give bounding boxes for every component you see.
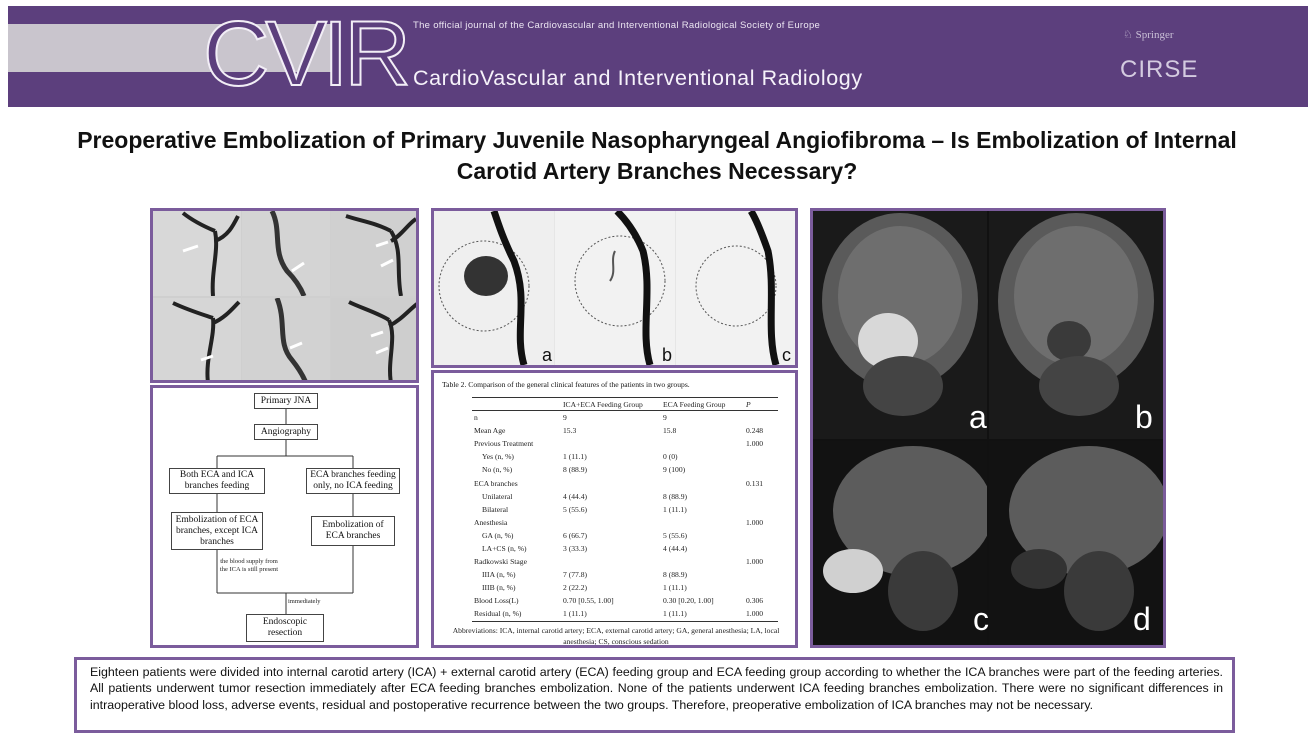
table-cell	[661, 476, 744, 489]
table-cell: 1.000	[746, 439, 764, 449]
table-cell: ECA branches	[474, 478, 518, 488]
angio-image	[153, 211, 241, 296]
table-cell	[561, 555, 661, 568]
flow-both-eca-ica: Both ECA and ICA branches feeding	[169, 468, 265, 494]
table-cell	[744, 411, 778, 425]
table-cell: 15.8	[663, 426, 677, 436]
table-cell: 1 (11.1)	[561, 607, 661, 621]
table-cell: IIIA (n, %)	[482, 570, 516, 580]
table-cell: Previous Treatment	[474, 439, 534, 449]
table-row	[472, 503, 778, 516]
table-row	[472, 542, 778, 555]
table-cell: 1 (11.1)	[663, 504, 687, 514]
angiography-abc-panel	[431, 208, 798, 368]
table-cell: 0.306	[746, 596, 764, 606]
flow-eca-only: ECA branches feeding only, no ICA feeding	[306, 468, 400, 494]
table-cell: 2 (22.2)	[563, 583, 588, 593]
flow-note-blood-supply: the blood supply from the ICA is still present	[219, 558, 279, 573]
table-caption: Table 2. Comparison of the general clinical features of the patients in two groups.	[442, 380, 690, 389]
table-cell	[661, 437, 744, 450]
table-cell: 4 (44.4)	[663, 543, 688, 553]
table-cell: GA (n, %)	[482, 530, 514, 540]
table-cell: 1 (11.1)	[661, 607, 744, 621]
table-cell: 1.000	[746, 557, 764, 567]
mri-image-c	[813, 441, 987, 645]
table-cell: 0.131	[746, 478, 764, 488]
table-header-cell: ICA+ECA Feeding Group	[561, 398, 661, 411]
table-cell	[744, 463, 778, 476]
table-row	[472, 555, 778, 568]
table-row	[472, 594, 778, 607]
flowchart-panel	[150, 385, 419, 648]
mri-image-a	[813, 211, 987, 439]
mri-label-a: a	[969, 399, 987, 435]
springer-label: Springer	[1135, 29, 1174, 41]
table-cell: 8 (88.9)	[563, 465, 588, 475]
table-cell: 7 (77.8)	[563, 570, 588, 580]
table-cell: 0.248	[746, 426, 764, 436]
mri-label-d: d	[1133, 601, 1151, 637]
table-cell: 6 (66.7)	[563, 530, 588, 540]
table-cell: 1 (11.1)	[663, 583, 687, 593]
journal-header	[8, 6, 1308, 107]
table-row	[472, 529, 778, 542]
paper-title: Preoperative Embolization of Primary Juvenile Nasopharyngeal Angiofibroma – Is Embolization of Internal Carotid Artery Branches Necessary?	[77, 127, 1237, 184]
table-cell: 1.000	[744, 607, 778, 621]
table-cell	[744, 581, 778, 594]
table-cell: 9	[663, 413, 667, 423]
figure-label-c: c	[782, 345, 791, 365]
journal-tagline: The official journal of the Cardiovascular and Interventional Radiological Society of Europe	[413, 20, 821, 31]
table-cell: 9 (100)	[663, 465, 686, 475]
table-cell: 3 (33.3)	[563, 543, 588, 553]
table-row	[472, 450, 778, 463]
table-cell: Anesthesia	[474, 517, 508, 527]
table-row	[472, 476, 778, 489]
angio-image-c	[676, 211, 796, 365]
table-cell	[744, 529, 778, 542]
angiography-grid-panel	[150, 208, 419, 383]
table-cell: Blood Loss(L)	[474, 596, 519, 606]
table-cell	[744, 568, 778, 581]
flow-endoscopic-resection: Endoscopic resection	[246, 614, 324, 642]
mri-label-b: b	[1135, 399, 1153, 435]
table-header-cell: ECA Feeding Group	[661, 398, 744, 411]
table-row	[472, 463, 778, 476]
figure-label-b: b	[662, 345, 673, 365]
table-cell: 4 (44.4)	[563, 491, 588, 501]
table-cell	[561, 476, 661, 489]
comparison-table	[472, 397, 778, 622]
flow-embo-eca: Embolization of ECA branches	[311, 516, 395, 546]
table-row	[472, 490, 778, 503]
table-cell: 0.70 [0.55, 1.00]	[563, 596, 614, 606]
journal-name: CardioVascular and Interventional Radiology	[413, 66, 863, 90]
table-row	[472, 424, 778, 437]
table-footnote: Abbreviations: ICA, internal carotid artery; ECA, external carotid artery; GA, general anesthesia; LA, local anesthesia; CS, conscious sedation	[452, 626, 780, 646]
table-cell: 8 (88.9)	[663, 570, 688, 580]
table-row	[472, 437, 778, 450]
table-cell: 5 (55.6)	[563, 504, 588, 514]
table-cell	[661, 555, 744, 568]
cirse-logo: CIRSE	[1120, 56, 1199, 83]
table-cell	[661, 516, 744, 529]
table-cell	[561, 516, 661, 529]
angio-image-b	[555, 211, 675, 365]
flow-angiography: Angiography	[254, 424, 318, 440]
springer-logo	[1123, 28, 1174, 41]
table-panel	[431, 370, 798, 648]
table-cell: n	[474, 413, 478, 423]
table-cell: Unilateral	[482, 491, 513, 501]
figure-label-a: a	[542, 345, 553, 365]
angio-image	[242, 298, 330, 383]
table-cell: 0 (0)	[663, 452, 678, 462]
table-cell: 0.30 [0.20, 1.00]	[663, 596, 714, 606]
table-cell: IIIB (n, %)	[482, 583, 516, 593]
table-header-cell: P	[744, 398, 778, 411]
table-cell: No (n, %)	[482, 465, 513, 475]
abstract-text: Eighteen patients were divided into internal carotid artery (ICA) + external carotid artery (ECA) feeding group and ECA feeding group according to whether the ICA branches were part of the feeding arteries. All patients underwent tumor resection immediately after ECA feeding branches embolization. None of the patients underwent ICA feeding branches embolization. There were no significant differences in intraoperative blood loss, adverse events, residual and postoperative recurrence between the two groups. Therefore, preoperative embolization of ICA branches may not be necessary.	[90, 665, 1223, 712]
flow-note-immediately: immediately	[288, 598, 321, 605]
springer-horse-icon: ♘	[1123, 29, 1133, 41]
table-cell: LA+CS (n, %)	[482, 543, 527, 553]
table-header-cell	[472, 398, 561, 411]
table-row	[472, 516, 778, 529]
table-cell: Residual (n, %)	[472, 607, 561, 621]
mri-label-c: c	[973, 601, 989, 637]
table-cell: 15.3	[563, 426, 577, 436]
flow-primary-jna: Primary JNA	[254, 393, 318, 409]
table-row	[472, 581, 778, 594]
table-row	[472, 411, 778, 425]
flow-embo-except-ica: Embolization of ECA branches, except ICA branches	[171, 512, 263, 550]
mri-panel	[810, 208, 1166, 648]
journal-logo: CVIR	[203, 6, 407, 105]
table-cell: 8 (88.9)	[663, 491, 688, 501]
abstract-panel	[74, 657, 1235, 733]
table-row	[472, 568, 778, 581]
angio-image	[331, 298, 419, 383]
angio-image	[153, 298, 241, 383]
angio-image	[331, 211, 419, 296]
table-cell: 9	[563, 413, 567, 423]
angio-image	[242, 211, 330, 296]
table-row	[472, 607, 778, 621]
table-cell: Radkowski Stage	[474, 557, 527, 567]
table-cell: 5 (55.6)	[663, 530, 688, 540]
table-cell: Yes (n, %)	[482, 452, 514, 462]
table-cell	[744, 490, 778, 503]
table-cell	[561, 437, 661, 450]
table-cell	[744, 503, 778, 516]
table-cell: Bilateral	[482, 504, 509, 514]
angio-image-a	[434, 211, 554, 365]
table-cell	[744, 542, 778, 555]
table-cell: 1.000	[746, 517, 764, 527]
table-cell: Mean Age	[474, 426, 506, 436]
table-cell: 1 (11.1)	[563, 452, 587, 462]
table-cell	[744, 450, 778, 463]
